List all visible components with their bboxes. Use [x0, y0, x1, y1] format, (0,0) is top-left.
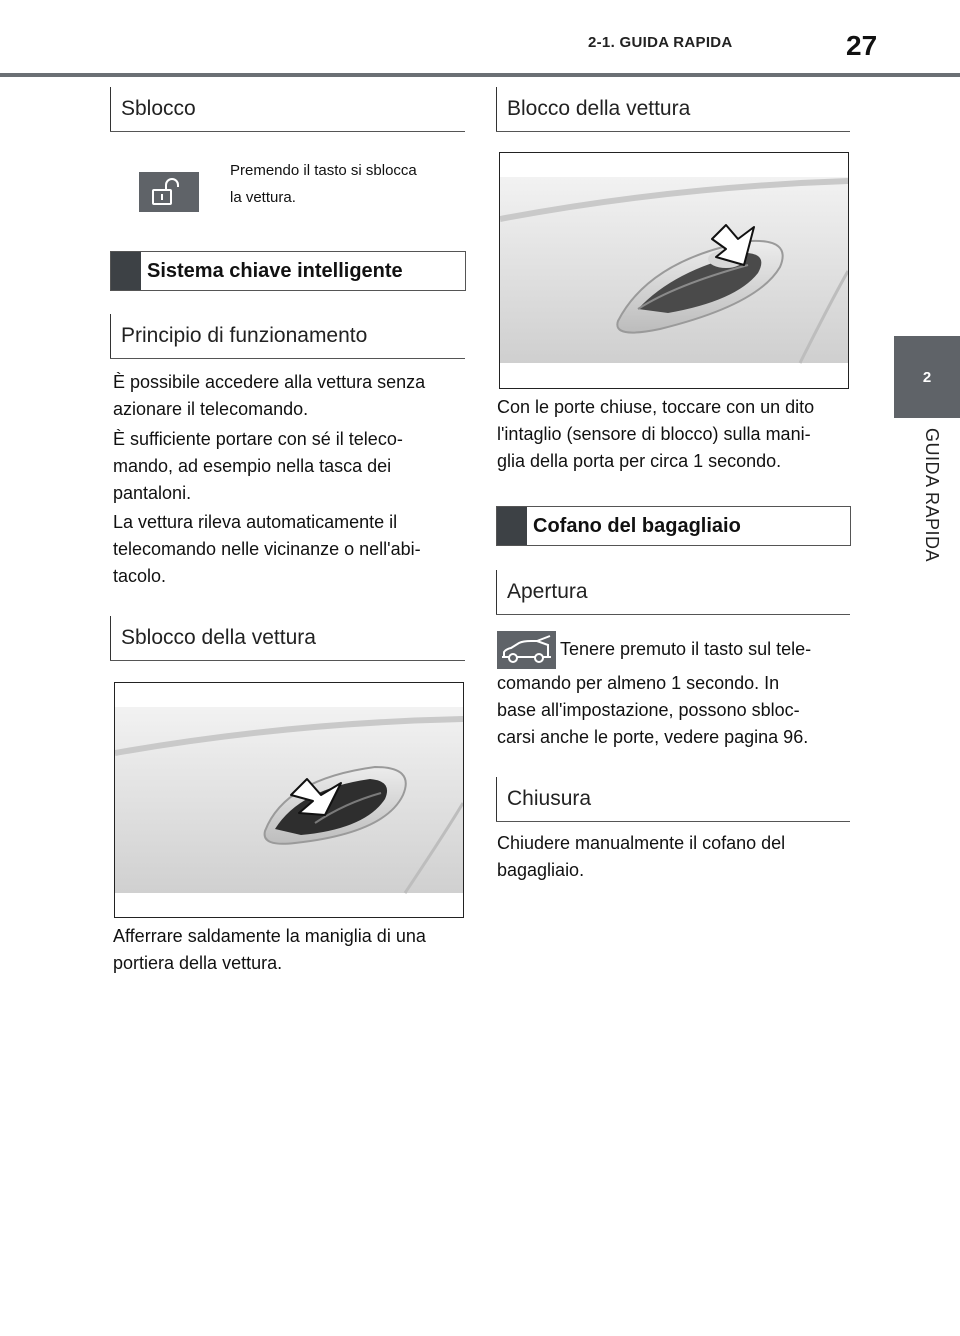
heading-rule — [496, 614, 850, 615]
closing-paragraph: Chiudere manualmente il cofano del bagagliaio. — [497, 833, 786, 880]
unlock-padlock-icon — [139, 172, 199, 212]
door-handle-grab-illustration — [114, 682, 464, 918]
principle-paragraph-3: La vettura rileva automaticamente il telecomando nelle vicinanze o nell'abi- tacolo. — [113, 512, 421, 586]
lock-vehicle-heading: Blocco della vettura — [496, 87, 690, 131]
header-rule — [0, 73, 960, 77]
heading-rule — [110, 358, 465, 359]
heading-rule — [496, 131, 850, 132]
unlock-vehicle-caption: Afferrare saldamente la maniglia di una portiera della vettura. — [113, 926, 426, 973]
heading-rule — [110, 660, 465, 661]
door-handle-lock-sensor-illustration — [499, 152, 849, 389]
heading-marker — [111, 252, 141, 290]
running-header-section: 2-1. GUIDA RAPIDA — [588, 34, 733, 51]
closing-heading: Chiusura — [496, 777, 591, 821]
unlock-button-description: Premendo il tasto si sblocca la vettura. — [230, 162, 417, 206]
opening-paragraph: comando per almeno 1 secondo. In base all'impostazione, possono sbloc- carsi anche le porte, vedere pagina 96. — [497, 673, 809, 747]
heading-rule — [110, 131, 465, 132]
sblocco-heading: Sblocco — [110, 87, 196, 131]
opening-line-1: Tenere premuto il tasto sul tele- — [560, 639, 812, 659]
heading-rule — [496, 821, 850, 822]
opening-heading: Apertura — [496, 570, 588, 614]
principle-paragraph-2: È sufficiente portare con sé il teleco- mando, ad esempio nella tasca dei pantaloni. — [113, 429, 403, 503]
chapter-tab-title: GUIDA RAPIDA — [922, 428, 942, 563]
heading-marker — [497, 507, 527, 545]
lock-vehicle-paragraph: Con le porte chiuse, toccare con un dito l'intaglio (sensore di blocco) sulla mani- glia della porta per circa 1 secondo. — [497, 397, 815, 471]
smart-key-section-heading: Sistema chiave intelligente — [110, 251, 466, 291]
principle-paragraph-1: È possibile accedere alla vettura senza azionare il telecomando. — [113, 372, 426, 419]
page-number: 27 — [846, 30, 878, 61]
chapter-tab: 2 — [894, 336, 960, 418]
principle-heading: Principio di funzionamento — [110, 314, 367, 358]
trunk-section-heading: Cofano del bagagliaio — [496, 506, 851, 546]
car-trunk-icon — [497, 631, 556, 669]
unlock-vehicle-heading: Sblocco della vettura — [110, 616, 316, 660]
